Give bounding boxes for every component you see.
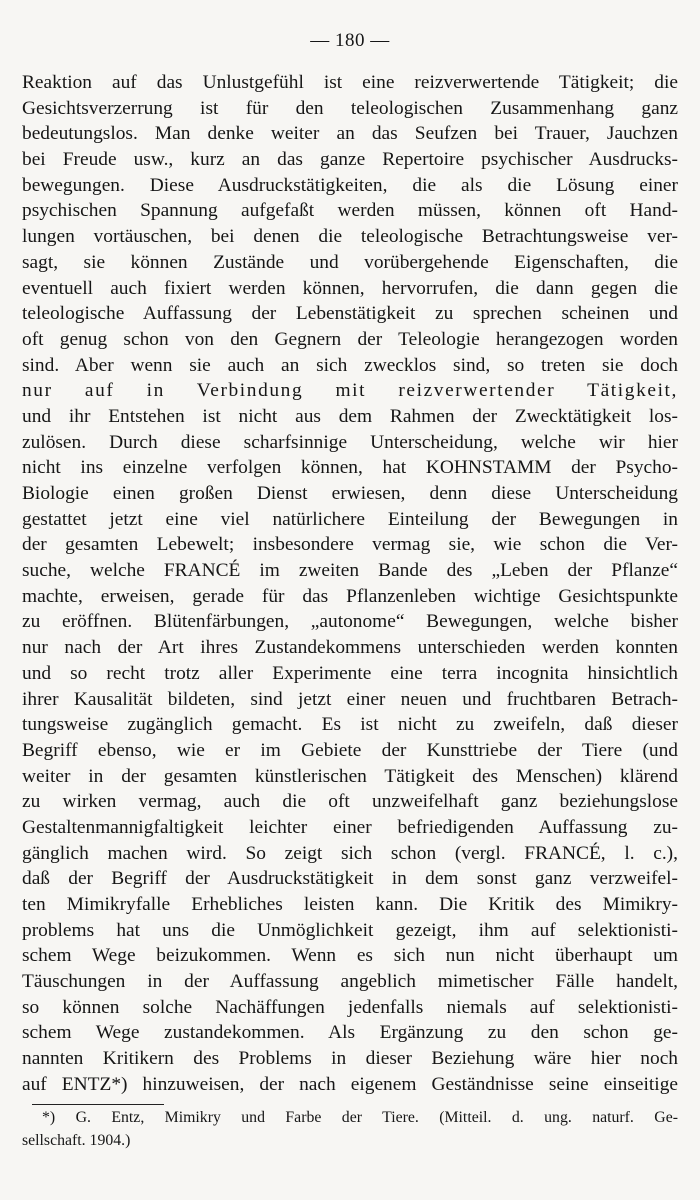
text-line: zu eröffnen. Blütenfärbungen, „autonome“ Bewegungen, welche bisher [22, 611, 678, 633]
text-line: tungsweise zugänglich gemacht. Es ist nicht zu zweifeln, daß dieser [22, 714, 678, 736]
text-line: teleologische Auffassung der Lebenstätigkeit zu sprechen scheinen und [22, 303, 678, 325]
text-line: zu wirken vermag, auch die oft unzweifelhaft ganz beziehungslose [22, 791, 678, 813]
text-line: Begriff ebenso, wie er im Gebiete der Kunsttriebe der Tiere (und [22, 739, 678, 761]
text-line: der gesamten Lebewelt; insbesondere vermag sie, wie schon die Ver- [22, 534, 678, 556]
text-line: daß der Begriff der Ausdruckstätigkeit in dem sonst ganz verzweifel- [22, 868, 678, 890]
text-line: Gestaltenmannigfaltigkeit leichter einer befriedigenden Auffassung zu- [22, 816, 678, 838]
text-line: gestattet jetzt eine viel natürlichere Einteilung der Bewegungen in [22, 508, 678, 530]
text-line-spaced: nur auf in Verbindung mit reizverwertender Tätigkeit, [22, 380, 678, 402]
text-line: eventuell auch fixiert werden können, hervorrufen, die dann gegen die [22, 277, 678, 299]
text-line: psychischen Spannung aufgefaßt werden müssen, können oft Hand- [22, 200, 678, 222]
text-line: weiter in der gesamten künstlerischen Tätigkeit des Menschen) klärend [22, 765, 678, 787]
text-line: schem Wege beizukommen. Wenn es sich nun nicht überhaupt um [22, 945, 678, 967]
text-line: sind. Aber wenn sie auch an sich zwecklos sind, so treten sie doch [22, 354, 678, 376]
text-line: und so recht trotz aller Experimente eine terra incognita hinsichtlich [22, 662, 678, 684]
text-line: Gesichtsverzerrung ist für den teleologischen Zusammenhang ganz [22, 97, 678, 119]
text-line: machte, erweisen, gerade für das Pflanzenleben wichtige Gesichtspunkte [22, 585, 678, 607]
text-line: sagt, sie können Zustände und vorübergehende Eigenschaften, die [22, 251, 678, 273]
text-line: nicht ins einzelne verfolgen können, hat KOHNSTAMM der Psycho- [22, 457, 678, 479]
footnote-line: sellschaft. 1904.) [22, 1132, 131, 1149]
footnote-line: *) G. Entz, Mimikry und Farbe der Tiere. (Mitteil. d. ung. naturf. Ge- [42, 1109, 678, 1126]
text-line: lungen vortäuschen, bei denen die teleologische Betrachtungsweise ver- [22, 226, 678, 248]
text-line: problems hat uns die Unmöglichkeit gezeigt, ihm auf selektionisti- [22, 919, 678, 941]
text-line: und ihr Entstehen ist nicht aus dem Rahmen der Zwecktätigkeit los- [22, 405, 678, 427]
text-line: ihrer Kausalität bildeten, sind jetzt einer neuen und fruchtbaren Betrach- [22, 688, 678, 710]
text-line: bei Freude usw., kurz an das ganze Repertoire psychischer Ausdrucks- [22, 149, 678, 171]
footnote-divider [32, 1104, 164, 1105]
text-line: Reaktion auf das Unlustgefühl ist eine reizverwertende Tätigkeit; die [22, 72, 678, 93]
page-number: — 180 — [310, 30, 390, 51]
text-line: nur nach der Art ihres Zustandekommens unterschieden werden konnten [22, 637, 678, 659]
text-line: gänglich machen wird. So zeigt sich schon (vergl. FRANCÉ, l. c.), [22, 842, 678, 864]
text-line: bewegungen. Diese Ausdruckstätigkeiten, die als die Lösung einer [22, 174, 678, 196]
text-line: zulösen. Durch diese scharfsinnige Unterscheidung, welche wir hier [22, 431, 678, 453]
text-line: suche, welche FRANCÉ im zweiten Bande des „Leben der Pflanze“ [22, 560, 678, 582]
text-line: so können solche Nachäffungen jedenfalls niemals auf selektionisti- [22, 996, 678, 1018]
text-line: nannten Kritikern des Problems in dieser Beziehung wäre hier noch [22, 1048, 678, 1070]
footnote [22, 1106, 678, 1152]
text-line: bedeutungslos. Man denke weiter an das Seufzen bei Trauer, Jauchzen [22, 123, 678, 145]
text-line: oft genug schon von den Gegnern der Teleologie herangezogen worden [22, 328, 678, 350]
text-line: Biologie einen großen Dienst erwiesen, denn diese Unterscheidung [22, 483, 678, 504]
text-line: schem Wege zustandekommen. Als Ergänzung zu den schon ge- [22, 1022, 678, 1044]
text-line: Täuschungen in der Auffassung angeblich mimetischer Fälle handelt, [22, 971, 678, 993]
body-text [22, 70, 678, 1098]
text-line: ten Mimikryfalle Erhebliches leisten kann. Die Kritik des Mimikry- [22, 894, 678, 915]
text-line: auf ENTZ*) hinzuweisen, der nach eigenem Geständnisse seine einseitige [22, 1073, 678, 1095]
